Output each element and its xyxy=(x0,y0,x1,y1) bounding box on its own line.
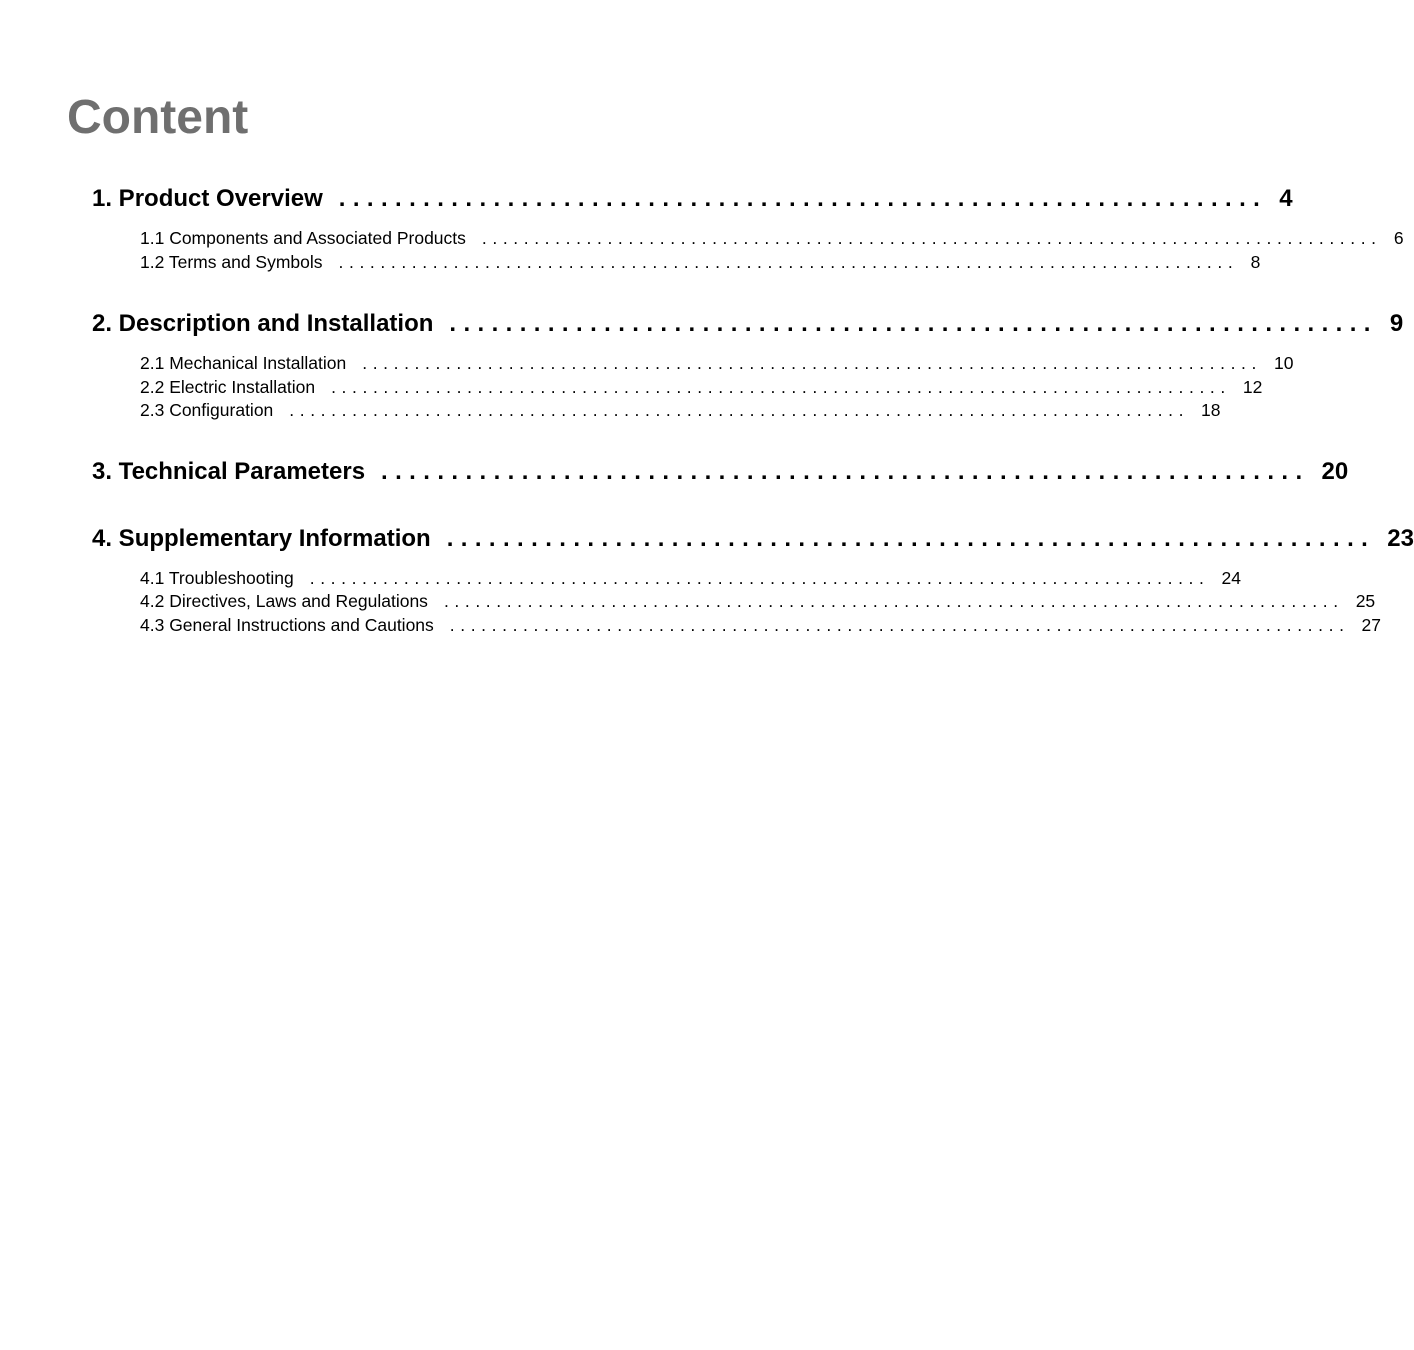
toc-section-4-3[interactable] xyxy=(140,614,1382,637)
toc-page-number: 4 xyxy=(1279,185,1293,212)
toc-chapter-1[interactable] xyxy=(92,184,1293,214)
toc-section-1-2[interactable] xyxy=(140,251,1261,274)
dot-leader: ...................................................................................... xyxy=(309,568,1210,588)
toc-section-1-1[interactable] xyxy=(140,227,1404,250)
toc-section-2-3[interactable] xyxy=(140,399,1221,422)
toc-section-label: 1.2 Terms and Symbols xyxy=(140,252,323,272)
dot-leader: ...................................................................................... xyxy=(289,400,1190,420)
toc-chapter-label: 1. Product Overview xyxy=(92,185,323,212)
dot-leader: .................................................................. xyxy=(338,185,1268,212)
dot-leader: ...................................................................................... xyxy=(338,252,1239,272)
toc-section-4-2[interactable] xyxy=(140,590,1376,613)
toc-section-label: 2.1 Mechanical Installation xyxy=(140,353,347,373)
toc-section-label: 4.3 General Instructions and Cautions xyxy=(140,615,434,635)
toc-section-label: 4.1 Troubleshooting xyxy=(140,568,294,588)
dot-leader: ...................................................................................... xyxy=(331,377,1231,397)
toc-page-number: 23 xyxy=(1387,525,1414,552)
toc-section-label: 2.3 Configuration xyxy=(140,400,274,420)
toc-chapter-4[interactable] xyxy=(92,524,1414,554)
dot-leader: .................................................................. xyxy=(381,458,1310,485)
toc-page-number: 24 xyxy=(1221,568,1241,588)
dot-leader: ...................................................................................... xyxy=(362,353,1262,373)
toc-page-number: 25 xyxy=(1355,591,1376,611)
toc-page-number: 10 xyxy=(1273,353,1294,373)
toc-chapter-label: 2. Description and Installation xyxy=(92,310,434,337)
toc-page-number: 18 xyxy=(1201,400,1221,420)
toc-section-2-1[interactable] xyxy=(140,352,1294,375)
toc-page-number: 27 xyxy=(1361,615,1382,635)
toc-section-label: 4.2 Directives, Laws and Regulations xyxy=(140,591,428,611)
toc-page-number: 12 xyxy=(1242,377,1263,397)
toc-chapter-label: 3. Technical Parameters xyxy=(92,458,366,485)
toc-section-label: 2.2 Electric Installation xyxy=(140,377,316,397)
dot-leader: ...................................................................................... xyxy=(449,615,1350,635)
toc-page-number: 6 xyxy=(1393,228,1404,248)
toc-chapter-3[interactable] xyxy=(92,457,1349,487)
toc-page-number: 8 xyxy=(1250,252,1261,272)
dot-leader: .................................................................. xyxy=(446,525,1376,552)
toc-chapter-2[interactable] xyxy=(92,309,1404,339)
toc-section-label: 1.1 Components and Associated Products xyxy=(140,228,466,248)
toc-section-4-1[interactable] xyxy=(140,567,1241,590)
toc-chapter-label: 4. Supplementary Information xyxy=(92,525,431,552)
dot-leader: ...................................................................................... xyxy=(481,228,1382,248)
toc-page-number: 20 xyxy=(1321,458,1349,485)
dot-leader: ...................................................................................... xyxy=(443,591,1344,611)
toc-section-2-2[interactable] xyxy=(140,376,1263,399)
dot-leader: .................................................................. xyxy=(449,310,1378,337)
toc-page-number: 9 xyxy=(1389,310,1404,337)
page-title: Content xyxy=(67,91,249,144)
